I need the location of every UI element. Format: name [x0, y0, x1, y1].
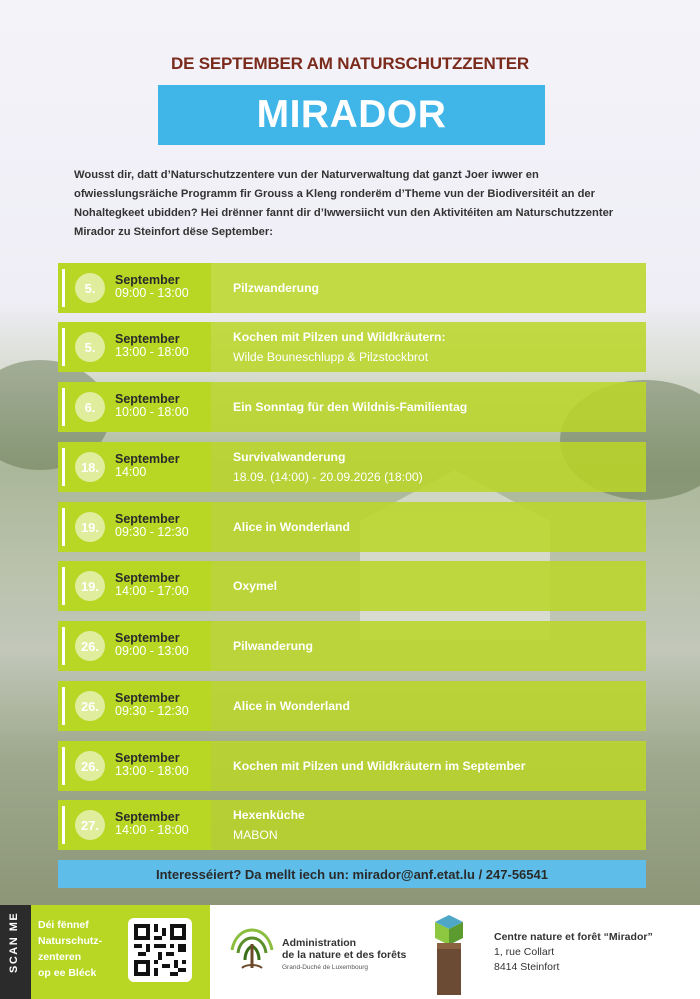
anf-name-line: Administration: [282, 937, 357, 949]
day-badge: 18.: [75, 452, 105, 482]
event-row[interactable]: [58, 561, 646, 611]
accent-bar: [62, 687, 65, 725]
event-month: September: [115, 571, 180, 585]
event-title: Kochen mit Pilzen und Wildkräutern:: [233, 330, 446, 344]
event-time: 14:00 - 18:00: [115, 823, 189, 837]
accent-bar: [62, 448, 65, 486]
qr-code-icon: [134, 924, 186, 976]
event-month: September: [115, 631, 180, 645]
event-row[interactable]: [58, 442, 646, 492]
mirador-logo-icon: [433, 915, 465, 995]
accent-bar: [62, 388, 65, 426]
day-badge: 27.: [75, 810, 105, 840]
event-title: Hexenküche: [233, 808, 305, 822]
event-title: Alice in Wonderland: [233, 520, 350, 534]
event-title: Pilwanderung: [233, 639, 313, 653]
event-time: 09:00 - 13:00: [115, 644, 189, 658]
event-detail: 18.09. (14:00) - 20.09.2026 (18:00): [233, 470, 423, 484]
event-time: 10:00 - 18:00: [115, 405, 189, 419]
event-title: Pilzwanderung: [233, 281, 319, 295]
scan-text-line: Déi fënnef: [38, 919, 89, 931]
event-time: 13:00 - 18:00: [115, 345, 189, 359]
day-badge: 19.: [75, 512, 105, 542]
event-detail: Wilde Bouneschlupp & Pilzstockbrot: [233, 350, 429, 364]
poster-subtitle: DE SEPTEMBER AM NATURSCHUTZZENTER: [171, 54, 529, 73]
accent-bar: [62, 567, 65, 605]
scan-me-label: SCAN ME: [8, 911, 20, 973]
accent-bar: [62, 508, 65, 546]
day-badge: 6.: [75, 392, 105, 422]
day-badge: 5.: [75, 332, 105, 362]
event-title: Kochen mit Pilzen und Wildkräutern im September: [233, 759, 526, 773]
event-row[interactable]: [58, 800, 646, 850]
event-month: September: [115, 392, 180, 406]
event-month: September: [115, 691, 180, 705]
intro-text: Wousst dir, datt d’Naturschutzzentere vun der Naturverwaltung dat ganzt Joer iwwer en ofwiesslungsräiche Programm fir Grouss a Kleng ronderëm d’Theme vun der Biodiversitéit an der Nohaltegkeet ubidden? Hei drënner fannt dir d’Iwwersiicht vun den Aktivitéiten am Naturschutzzenter Mirador zu Steinfort dëse September:: [74, 169, 614, 238]
scan-text: [38, 917, 123, 981]
day-badge: 19.: [75, 571, 105, 601]
centre-address: [494, 930, 653, 975]
event-time: 13:00 - 18:00: [115, 764, 189, 778]
accent-bar: [62, 806, 65, 844]
event-month: September: [115, 810, 180, 824]
accent-bar: [62, 627, 65, 665]
event-row[interactable]: [58, 263, 646, 313]
event-row[interactable]: [58, 621, 646, 671]
accent-bar: [62, 328, 65, 366]
centre-street: 1, rue Collart: [494, 946, 555, 958]
day-badge: 26.: [75, 691, 105, 721]
scan-box: [0, 905, 210, 999]
anf-name-line: de la nature et des forêts: [282, 949, 407, 961]
qr-code[interactable]: [128, 918, 192, 982]
event-time: 09:00 - 13:00: [115, 286, 189, 300]
contact-banner[interactable]: Interesséiert? Da mellt iech un: mirador@anf.etat.lu / 247-56541: [58, 860, 646, 888]
anf-logo-icon: [228, 926, 276, 970]
event-time: 14:00 - 17:00: [115, 584, 189, 598]
scan-text-line: op ee Bléck: [38, 967, 97, 979]
poster-title: MIRADOR: [158, 85, 545, 145]
centre-name: Centre nature et forêt “Mirador”: [494, 931, 653, 943]
accent-bar: [62, 269, 65, 307]
event-title: Ein Sonntag für den Wildnis-Familientag: [233, 400, 468, 414]
day-badge: 5.: [75, 273, 105, 303]
event-time: 09:30 - 12:30: [115, 704, 189, 718]
event-month: September: [115, 512, 180, 526]
event-row[interactable]: [58, 322, 646, 372]
event-time: 14:00: [115, 465, 147, 479]
day-badge: 26.: [75, 751, 105, 781]
event-month: September: [115, 452, 180, 466]
event-detail: MABON: [233, 828, 278, 842]
event-row[interactable]: [58, 681, 646, 731]
event-row[interactable]: [58, 502, 646, 552]
event-title: Survivalwanderung: [233, 450, 346, 464]
event-row[interactable]: [58, 382, 646, 432]
scan-text-line: zenteren: [38, 951, 82, 963]
anf-label: [282, 937, 406, 971]
event-month: September: [115, 332, 180, 346]
event-time: 09:30 - 12:30: [115, 525, 189, 539]
event-month: September: [115, 273, 180, 287]
event-month: September: [115, 751, 180, 765]
day-badge: 26.: [75, 631, 105, 661]
anf-country: Grand-Duché de Luxembourg: [282, 964, 368, 971]
accent-bar: [62, 747, 65, 785]
event-row[interactable]: [58, 741, 646, 791]
centre-city: 8414 Steinfort: [494, 961, 560, 973]
scan-text-line: Naturschutz-: [38, 935, 103, 947]
event-title: Oxymel: [233, 579, 278, 593]
event-title: Alice in Wonderland: [233, 699, 350, 713]
